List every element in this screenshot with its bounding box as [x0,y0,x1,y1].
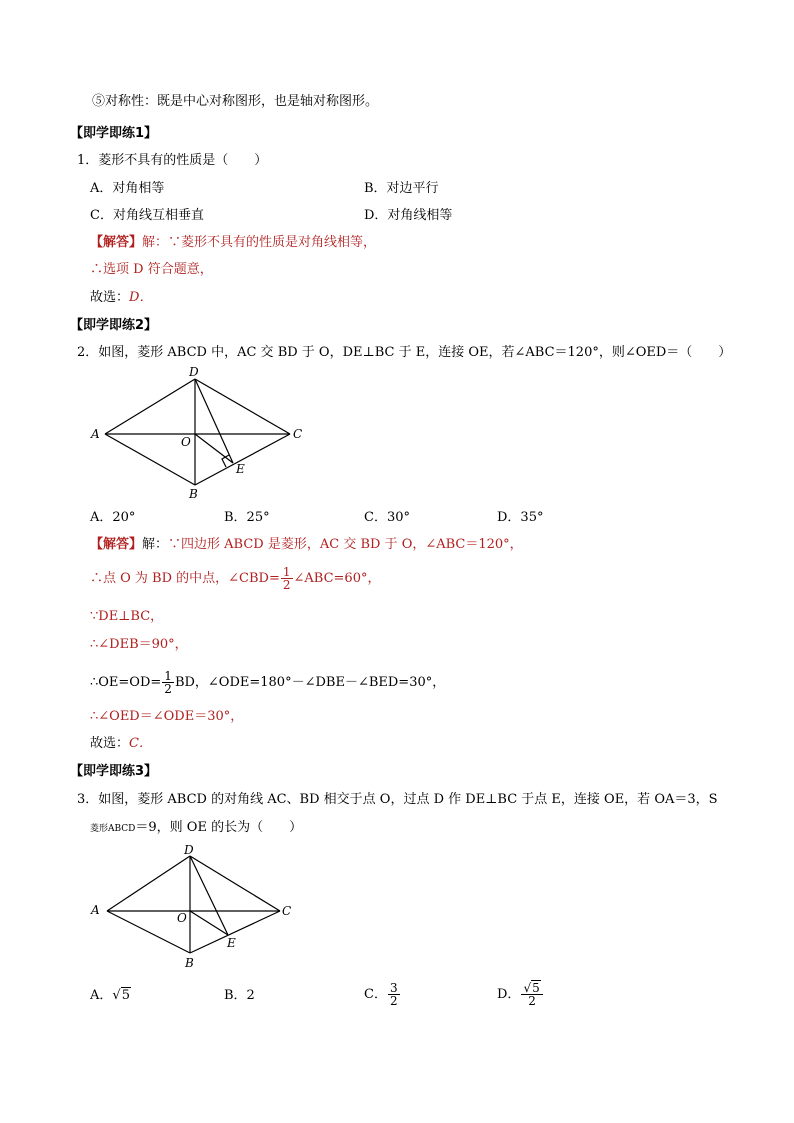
practice2-answer-3: ∵DE⊥BC， [90,609,164,624]
practice2-answer-4: ∴∠DEB＝90°， [90,637,188,652]
edge-ad [107,856,190,911]
area-subscript: 菱形ABCD [90,824,136,834]
option-fraction [388,982,400,1007]
fraction-denominator: 2 [164,682,172,696]
practice2-answer-1 [90,537,523,553]
practice2-answer-2 [90,566,380,591]
edge-dc [195,379,290,434]
conclusion-value: C． [129,736,152,751]
practice1-answer-2: ∴选项 D 符合题意， [90,262,213,277]
half-fraction [281,566,293,591]
rhombus-diagram-2 [85,843,315,971]
question-text: ＝9，则 OE 的长为（ ） [135,820,303,835]
practice1-question: 1．菱形不具有的性质是（ ） [77,153,268,168]
practice2-answer-6: ∴∠OED＝∠ODE＝30°， [90,709,244,724]
conclusion-label: 故选： [90,290,130,305]
practice2-question: 2．如图，菱形 ABCD 中，AC 交 BD 于 O，DE⊥BC 于 E，连接 OE，若∠ABC＝120°，则∠OED＝（ ） [77,345,732,360]
label-b: B [185,956,194,970]
label-a: A [91,427,100,441]
practice3-option-b: B．2 [224,988,255,1003]
sqrt [112,988,131,1004]
fraction-numerator: 1 [164,669,172,683]
practice3-question-2 [90,820,302,837]
sqrt-icon: √ [523,981,532,995]
practice2-header: 【即学即练2】 [70,318,158,333]
practice3-option-d [497,982,544,1007]
option-label: D． [497,987,521,1002]
edge-cb [195,434,290,485]
label-c: C [293,427,303,441]
conclusion-value: D． [129,290,153,305]
sqrt [523,982,540,994]
practice2-option-b: B．25° [224,510,270,525]
practice2-option-d: D．35° [497,510,544,525]
label-d: D [189,365,199,379]
practice2-answer-5 [90,670,445,695]
segment-oe [195,434,233,463]
conclusion-label: 故选： [90,736,130,751]
label-d: D [184,843,194,857]
practice3-option-c [364,982,401,1007]
label-o: O [181,435,191,449]
option-fraction [521,982,542,1007]
label-a: A [91,903,100,917]
answer-tag: 【解答】 [90,537,143,552]
practice1-option-a: A．对角相等 [90,181,165,196]
fraction-denominator: 2 [389,994,398,1008]
half-fraction [162,670,174,695]
answer-tag: 【解答】 [90,235,143,250]
edge-ad [105,379,195,434]
fraction-numerator [521,982,542,994]
fraction-numerator: 3 [389,981,398,995]
practice3-header: 【即学即练3】 [70,764,158,779]
answer-text: 解：∵菱形不具有的性质是对角线相等， [142,235,377,250]
label-c: C [282,904,292,918]
option-label: A． [90,988,113,1003]
right-angle-mark [222,455,229,467]
practice1-conclusion [90,290,152,306]
answer-text: ∴OE=OD= [90,675,162,690]
practice3-question-1: 3．如图，菱形 ABCD 的对角线 AC、BD 相交于点 O，过点 D 作 DE⊥BC 于点 E，连接 OE，若 OA＝3，S [77,792,718,807]
radicand: 5 [121,988,130,1003]
sqrt-icon: √ [112,988,121,1003]
practice1-option-c: C．对角线互相垂直 [90,208,204,223]
answer-text-suffix: BD，∠ODE=180°－∠DBE－∠BED=30°， [174,675,446,690]
practice1-option-b: B．对边平行 [364,181,439,196]
label-e: E [236,462,245,476]
segment-de [195,379,233,463]
label-o: O [177,911,187,925]
practice1-option-d: D．对角线相等 [364,208,453,223]
practice2-conclusion [90,736,152,752]
practice2-option-a: A．20° [90,510,136,525]
answer-text-suffix: ∠ABC=60°， [293,571,381,586]
practice1-answer-1 [90,235,376,251]
answer-prefix: 解： [142,537,169,552]
fraction-numerator: 1 [282,565,291,579]
label-b: B [189,487,198,501]
fraction-denominator: 2 [282,578,291,592]
answer-text: ∴点 O 为 BD 的中点，∠CBD= [90,571,280,586]
label-e: E [227,936,236,950]
rhombus-diagram-1 [85,365,315,505]
radicand: 5 [532,981,540,995]
practice3-option-a [90,988,131,1004]
practice2-option-c: C．30° [364,510,410,525]
symmetry-property: ⑤对称性：既是中心对称图形，也是轴对称图形。 [92,94,379,109]
option-label: C． [364,987,387,1002]
answer-text: ∵四边形 ABCD 是菱形，AC 交 BD 于 O，∠ABC＝120°， [168,537,523,552]
fraction-denominator: 2 [521,994,542,1007]
practice1-header: 【即学即练1】 [70,126,158,141]
